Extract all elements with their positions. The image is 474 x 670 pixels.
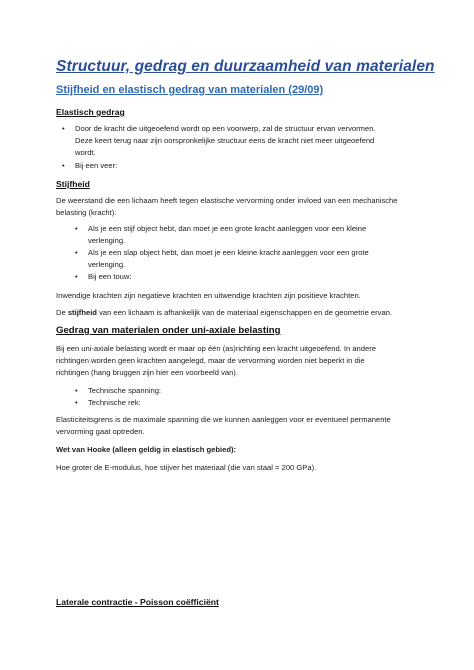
heading-wet-van-hooke: Wet van Hooke (alleen geldig in elastisch gebied): bbox=[56, 445, 237, 454]
document-title: Structuur, gedrag en duurzaamheid van materialen bbox=[56, 58, 435, 75]
paragraph-elasticiteitsgrens bbox=[56, 414, 391, 438]
paragraph-line: richtingen worden geen krachten aangelegd, maar de vervorming worden niet beperkt in die bbox=[56, 356, 365, 366]
paragraph-e-modulus: Hoe groter de E-modulus, hoe stijver het materiaal (die van staal = 200 GPa). bbox=[56, 463, 317, 472]
list-item bbox=[62, 123, 376, 160]
paragraph-stijfheid-afhankelijk: De stijfheid van een lichaam is afhankelijk van de materiaal eigenschappen en de geometrie ervan. bbox=[56, 308, 393, 317]
list-item bbox=[75, 397, 141, 409]
section-subtitle: Stijfheid en elastisch gedrag van materialen (29/09) bbox=[56, 84, 324, 96]
paragraph-line: vervorming gaat optreden. bbox=[56, 427, 145, 437]
bullet-icon: • bbox=[75, 386, 78, 395]
list-item bbox=[75, 385, 162, 397]
bullet-icon: • bbox=[75, 248, 78, 257]
paragraph-line: Bij een uni-axiale belasting wordt er maar op één (as)richting een kracht uitgeoefend. In andere bbox=[56, 344, 376, 353]
bullet-text-line: wordt. bbox=[75, 148, 96, 158]
bullet-icon: • bbox=[75, 272, 78, 281]
heading-laterale-contractie: Laterale contractie - Poisson coëfficiënt bbox=[56, 597, 219, 607]
bullet-text-line: Bij een veer: bbox=[75, 161, 118, 170]
bullet-text-line: verlenging. bbox=[88, 236, 126, 246]
list-item bbox=[75, 271, 132, 283]
list-item bbox=[62, 160, 118, 172]
bold-term: stijfheid bbox=[67, 308, 97, 317]
paragraph-inwendige-krachten: Inwendige krachten zijn negatieve krachten en uitwendige krachten zijn positieve krachten. bbox=[56, 291, 361, 300]
paragraph-line: Elasticiteitsgrens is de maximale spanning die we kunnen aanleggen voor er eventueel permanente bbox=[56, 415, 391, 424]
list-item bbox=[75, 223, 367, 247]
list-item bbox=[75, 247, 369, 271]
heading-elastisch-gedrag: Elastisch gedrag bbox=[56, 107, 125, 117]
bullet-text-line: verlenging. bbox=[88, 260, 126, 270]
paragraph-line: belasting (kracht). bbox=[56, 208, 117, 218]
bullet-text-line: Technische rek: bbox=[88, 398, 141, 407]
paragraph-line: richtingen (hang bruggen zijn hier een voorbeeld van). bbox=[56, 368, 238, 378]
bullet-icon: • bbox=[62, 124, 65, 133]
heading-stijfheid: Stijfheid bbox=[56, 179, 90, 189]
bullet-icon: • bbox=[75, 224, 78, 233]
bullet-text-line: Technische spanning: bbox=[88, 386, 162, 395]
bullet-text-line: Deze keert terug naar zijn oorspronkelijke structuur eens de kracht niet meer uitgeoefend bbox=[75, 136, 375, 146]
heading-uni-axiale-belasting: Gedrag van materialen onder uni-axiale belasting bbox=[56, 325, 281, 336]
bullet-text-line: Als je een slap object hebt, dan moet je een kleine kracht aanleggen voor een grote bbox=[88, 248, 369, 257]
bullet-icon: • bbox=[75, 398, 78, 407]
bullet-icon: • bbox=[62, 161, 65, 170]
bullet-text-line: Bij een touw: bbox=[88, 272, 132, 281]
bullet-text-line: Als je een stijf object hebt, dan moet je een grote kracht aanleggen voor een kleine bbox=[88, 224, 367, 233]
paragraph-line: De weerstand die een lichaam heeft tegen elastische vervorming onder invloed van een mechanische bbox=[56, 196, 398, 205]
paragraph-stijfheid bbox=[56, 195, 398, 219]
bullet-text-line: Door de kracht die uitgeoefend wordt op een voorwerp, zal de structuur ervan vervormen. bbox=[75, 124, 376, 133]
paragraph-uni-axiale bbox=[56, 343, 376, 380]
